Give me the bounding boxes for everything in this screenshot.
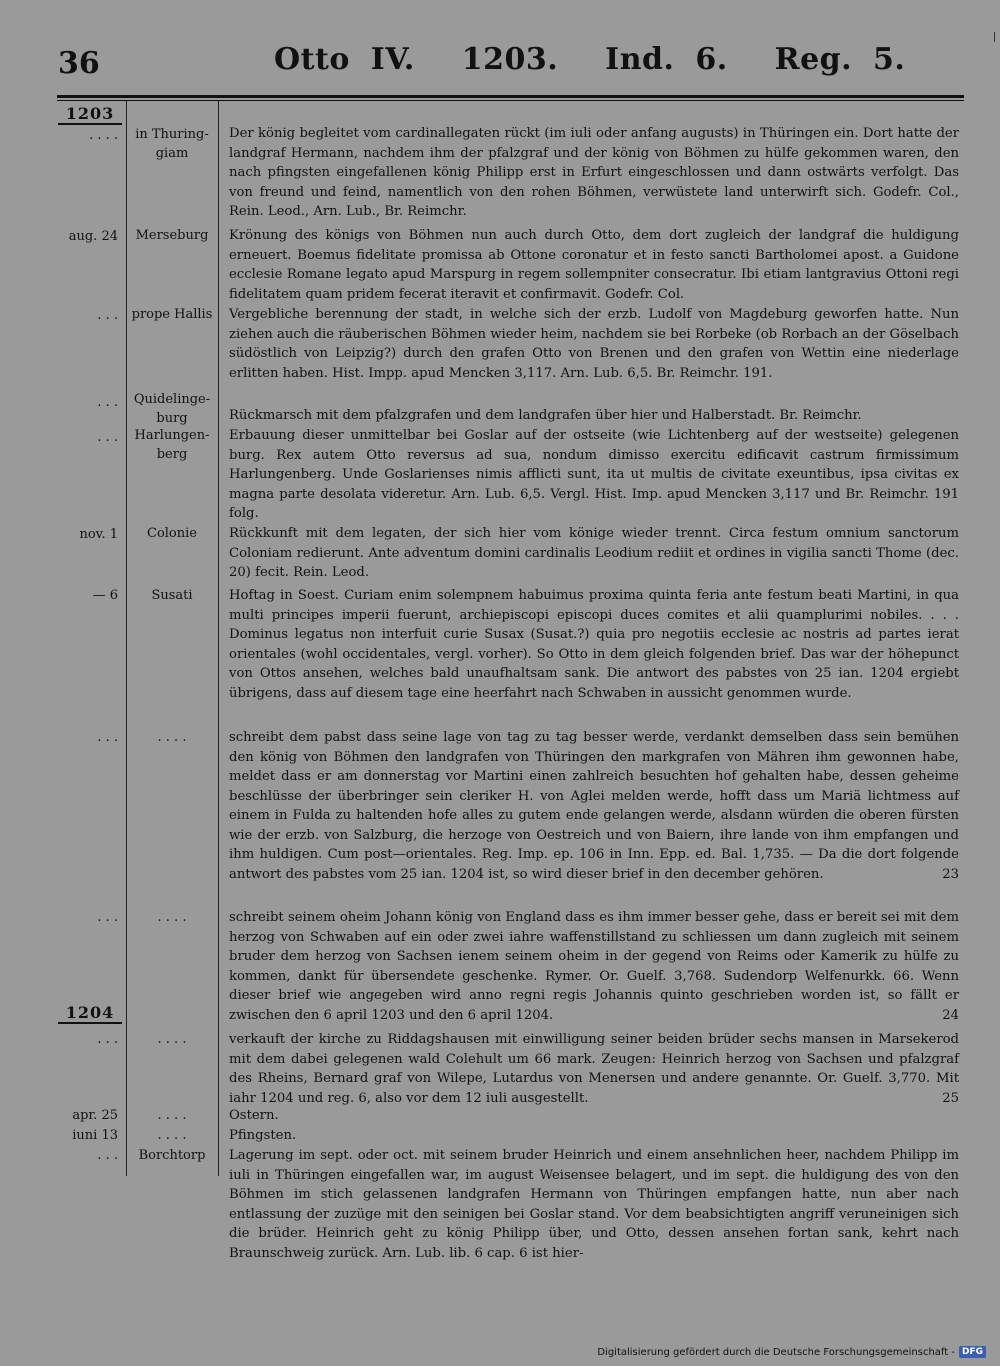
entry-place: . . . . xyxy=(157,1032,187,1047)
entry-text: Pfingsten. xyxy=(229,1128,297,1143)
year-marker-1203: 1203 xyxy=(58,104,122,123)
entry-place: . . . . xyxy=(157,1128,187,1143)
entry-date: . . . xyxy=(97,430,118,445)
entry-text xyxy=(229,1030,959,1108)
running-part: Ind. 6. xyxy=(605,42,728,77)
page-header xyxy=(0,38,1000,90)
entry-place: Merseburg xyxy=(135,228,209,243)
entry-place: Borchtorp xyxy=(138,1148,206,1163)
entry-text: Der könig begleitet vom cardinallegaten rückt (im iuli oder anfang augusts) in Thüringen ein. Dort hatte der landgraf Hermann, nachdem ihm der pfalzgraf und der könig von Böhmen zu hülfe gekommen waren, den nach pfingsten eingefallenen könig Philipp erst in Erfurt eingeschlossen und dann ostwärts verfolgt. Das von freund und feind, namentlich von den rohen Böhmen, verwüstete land unterwirft sich. Godefr. Col., Rein. Leod., Arn. Lub., Br. Reimchr. xyxy=(229,126,959,219)
entry-date: aug. 24 xyxy=(68,229,118,244)
entry-body: verkauft der kirche zu Riddagshausen mit einwilligung seiner beiden brüder sechs mansen in Marsekerod mit dem dabei gelegenen wald Colehult um 66 mark. Zeugen: Heinrich herzog von Sachsen und pfalzgraf des Rheins, Bernard graf von Wilepe, Lutardus von Menersen und andere genannte. Or. Guelf. 3,770. Mit iahr 1204 und reg. 6, also vor dem 12 iuli ausgestellt. xyxy=(229,1032,959,1106)
entry-place: in Thuring- giam xyxy=(135,127,209,161)
entry-date: . . . xyxy=(97,1148,118,1163)
entry-place: . . . . xyxy=(157,1108,187,1123)
entry-text: Hoftag in Soest. Curiam enim solempnem habuimus proxima quinta feria ante festum beati Martini, in qua multi principes imperii fuerunt, archiepiscopi episcopi duces comites et alii quamplurimi nobiles. . . . Dominus legatus non interfuit curie Susax (Susat.?) quia pro negotiis ecclesie ac nostris ad partes ierat orientales (wohl occidentales, vergl. vorher). So Otto in dem gleich folgenden brief. Das war der höhepunct von Ottos ansehen, welches bald unaufhaltsam sank. Die antwort des pabstes von 25 ian. 1204 ergiebt übrigens, dass auf diesem tage eine heerfahrt nach Schwaben in aussicht genommen wurde. xyxy=(229,588,959,701)
entry-text: Erbauung dieser unmittelbar bei Goslar auf der ostseite (wie Lichtenberg auf der westseite) gelegenen burg. Rex autem Otto reversus ad sua, nondum dimisso exercitu edificavit castrum firmissimum Harlungenberg. Unde Goslarienses nimis afflicti sunt, ita ut multis de civitate exeuntibus, ipsa civitas ex magna parte desolata videretur. Arn. Lub. 6,5. Vergl. Hist. Imp. apud Mencken 3,117 und Br. Reimchr. 191 folg. xyxy=(229,428,959,521)
dfg-logo-icon: DFG xyxy=(959,1346,986,1358)
entry-text: Rückmarsch mit dem pfalzgrafen und dem landgrafen über hier und Halberstadt. Br. Reimchr. xyxy=(229,408,862,423)
entry-text: Ostern. xyxy=(229,1108,279,1123)
entry-text: Vergebliche berennung der stadt, in welche sich der erzb. Ludolf von Magdeburg geworfen hatte. Nun ziehen auch die räuberischen Böhmen wieder heim, nachdem sie bei Rorbeke (ob Rorbach an der Göselbach südöstlich von Leipzig?) durch den grafen Otto von Brenen und den grafen von Wettin eine niederlage erlitten haben. Hist. Impp. apud Mencken 3,117. Arn. Lub. 6,5. Br. Reimchr. 191. xyxy=(229,307,959,381)
regest-number: 24 xyxy=(942,1007,959,1023)
entry-place: Harlungen- berg xyxy=(134,428,210,462)
column-divider-date xyxy=(126,101,127,1176)
entry-text xyxy=(229,908,959,1025)
entry-text xyxy=(229,728,959,884)
header-rule-thin xyxy=(57,100,964,101)
year-marker-1204: 1204 xyxy=(58,1003,122,1022)
entry-place: . . . . xyxy=(157,910,187,925)
entry-date: . . . xyxy=(97,730,118,745)
entry-place: Colonie xyxy=(147,526,197,541)
entry-date: apr. 25 xyxy=(72,1108,118,1123)
entry-place: . . . . xyxy=(157,730,187,745)
running-part: 1203. xyxy=(461,42,559,77)
running-title xyxy=(274,42,931,77)
entry-body: schreibt seinem oheim Johann könig von England dass es ihm immer besser gehe, dass er bereit sei mit dem herzog von Schwaben auf ein oder zwei iahre waffenstillstand zu schliessen um dann zugleich mit seinem bruder dem herzog von Sachsen ienem seinem oheim in der gegend von Reims oder Kamerik zu hülfe zu kommen, dankt für übersendete geschenke. Rymer. Or. Guelf. 3,768. Sudendorp Welfenurkk. 66. Wenn dieser brief wie angegeben wird anno regni regis Johannis quinto geschrieben worden ist, so fällt er zwischen den 6 april 1203 und den 6 april 1204. xyxy=(229,910,959,1023)
entry-place: prope Hallis xyxy=(131,307,213,322)
entry-place: Susati xyxy=(151,588,193,603)
entry-place: Quidelinge- burg xyxy=(133,392,211,426)
entry-date: . . . xyxy=(97,910,118,925)
regest-number: 23 xyxy=(942,866,959,882)
entry-body: schreibt dem pabst dass seine lage von tag zu tag besser werde, verdankt demselben dass sein bemühen den könig von Böhmen den landgrafen von Thüringen den markgrafen von Mähren ihm gewonnen habe, meldet dass er am donnerstag vor Martini einen zahlreich besuchten hof gehalten habe, dessen geheime beschlüsse der überbringer sein cleriker H. von Aglei melden werde, hofft dass um Mariä lichtmess auf einem in Fulda zu haltenden hofe alles zu gutem ende gelangen werde, alsdann würden die oberen fürsten wie der erzb. von Salzburg, die herzoge von Oestreich und von Baiern, ihre lande von ihm empfangen und ihm huldigen. Cum post—orientales. Reg. Imp. ep. 106 in Inn. Epp. ed. Bal. 1,735. — Da die dort folgende antwort des pabstes vom 25 ian. 1204 ist, so wird dieser brief in den december gehören. xyxy=(229,730,959,882)
entry-date: . . . . xyxy=(89,128,118,143)
entry-date: — 6 xyxy=(92,588,118,603)
entry-date: . . . xyxy=(97,395,118,410)
column-divider-place xyxy=(218,101,219,1176)
regest-number: 25 xyxy=(942,1090,959,1106)
running-part: Otto IV. xyxy=(274,42,415,77)
entry-text: Lagerung im sept. oder oct. mit seinem bruder Heinrich und einem ansehnlichen heer, nachdem Philipp im iuli in Thüringen eingefallen war, im august Weisensee belagert, und im sept. die huldigung des von den Böhmen im stich gelassenen landgrafen Hermann von Thüringen empfangen hatte, nun aber nach entlassung der zuzüge mit den seinigen bei Goslar stand. Vor dem beabsichtigten angriff veruneinigen sich die brüder. Heinrich geht zu könig Philipp über, und Otto, dessen ansehen fortan sank, kehrt nach Braunschweig zurück. Arn. Lub. lib. 6 cap. 6 ist hier- xyxy=(229,1148,959,1261)
entry-text: Rückkunft mit dem legaten, der sich hier vom könige wieder trennt. Circa festum omnium sanctorum Coloniam redierunt. Ante adventum domini cardinalis Leodium rediit et ordines in vigilia sancti Thome (dec. 20) fecit. Rein. Leod. xyxy=(229,526,959,580)
entry-date: . . . xyxy=(97,308,118,323)
digitization-credit xyxy=(597,1346,986,1358)
entry-date: . . . xyxy=(97,1032,118,1047)
entry-date: nov. 1 xyxy=(79,527,118,542)
page-number: 36 xyxy=(58,46,100,81)
header-rule xyxy=(57,95,964,98)
running-part: Reg. 5. xyxy=(774,42,906,77)
entry-text: Krönung des königs von Böhmen nun auch durch Otto, dem dort zugleich der landgraf die huldigung erneuert. Boemus fidelitate promissa ab Ottone coronatur et in festo sancti Bartholomei apost. a Guidone ecclesie Romane legato apud Marspurg in regem sollempniter consecratur. Ibi etiam lantgravius Ottoni regi fidelitatem quam pridem fecerat iteravit et confirmavit. Godefr. Col. xyxy=(229,228,959,302)
entry-date: iuni 13 xyxy=(72,1128,118,1143)
credit-text: Digitalisierung gefördert durch die Deutsche Forschungsgemeinschaft - xyxy=(597,1346,955,1358)
